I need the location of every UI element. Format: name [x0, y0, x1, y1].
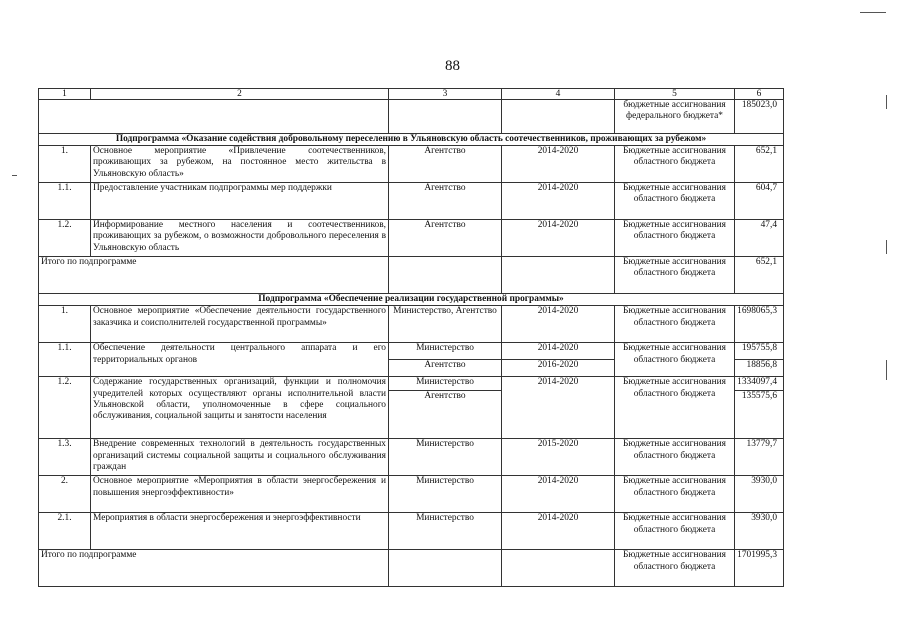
period: 2014-2020	[502, 513, 615, 550]
executor: Министерство	[389, 513, 502, 550]
amount: 1698065,3	[735, 306, 784, 343]
table-row	[39, 476, 784, 513]
row-number: 2.1.	[39, 513, 91, 550]
subprogram-title: Подпрограмма «Обеспечение реализации государственной программы»	[39, 294, 784, 306]
total-label: Итого по подпрограмме	[39, 257, 389, 294]
amount: 652,1	[735, 257, 784, 294]
table-row	[39, 146, 784, 183]
period: 2014-2020	[502, 183, 615, 220]
amount: 1334097,4	[735, 377, 784, 391]
section-header	[39, 134, 784, 146]
amount: 135575,6	[735, 391, 784, 439]
executor: Министерство	[389, 439, 502, 476]
column-number: 2	[91, 89, 389, 100]
column-number: 6	[735, 89, 784, 100]
scan-mark	[886, 95, 887, 109]
period: 2014-2020	[502, 146, 615, 183]
amount: 1701995,3	[735, 550, 784, 587]
executor: Министерство, Агентство	[389, 306, 502, 343]
total-row	[39, 550, 784, 587]
row-number: 1.3.	[39, 439, 91, 476]
executor: Министерство	[389, 377, 502, 391]
activity-description: Информирование местного населения и соотечественников, проживающих за рубежом, о возможности добровольного переселения в Ульяновскую область	[91, 220, 389, 257]
funding-source: Бюджетные ассигнования областного бюджета	[615, 220, 735, 257]
row-number: 1.2.	[39, 220, 91, 257]
column-number: 4	[502, 89, 615, 100]
funding-source: бюджетные ассигнования федерального бюджета*	[615, 100, 735, 134]
scan-mark	[860, 12, 886, 13]
row-number: 1.	[39, 306, 91, 343]
period: 2014-2020	[502, 476, 615, 513]
amount: 604,7	[735, 183, 784, 220]
funding-source: Бюджетные ассигнования областного бюджета	[615, 343, 735, 377]
funding-source: Бюджетные ассигнования областного бюджета	[615, 476, 735, 513]
subprogram-title: Подпрограмма «Оказание содействия добровольному переселению в Ульяновскую область соотечественников, проживающих за рубежом»	[39, 134, 784, 146]
amount: 195755,8	[735, 343, 784, 360]
activity-description: Внедрение современных технологий в деятельность государственных организаций системы социальной защиты и социального обслуживания граждан	[91, 439, 389, 476]
activity-description: Основное мероприятие «Привлечение соотечественников, проживающих за рубежом, на постоянное место жительства в Ульяновскую область»	[91, 146, 389, 183]
table-row	[39, 100, 784, 134]
funding-source: Бюджетные ассигнования областного бюджета	[615, 146, 735, 183]
activity-description: Основное мероприятие «Мероприятия в области энергосбережения и повышения энергоэффективности»	[91, 476, 389, 513]
scan-mark	[886, 360, 887, 380]
program-table	[38, 88, 784, 587]
table-row	[39, 343, 784, 360]
row-number: 1.	[39, 146, 91, 183]
amount: 13779,7	[735, 439, 784, 476]
column-number: 1	[39, 89, 91, 100]
table-row	[39, 220, 784, 257]
amount: 47,4	[735, 220, 784, 257]
period: 2015-2020	[502, 439, 615, 476]
row-number: 1.2.	[39, 377, 91, 439]
funding-source: Бюджетные ассигнования областного бюджета	[615, 183, 735, 220]
executor: Агентство	[389, 360, 502, 377]
executor: Агентство	[389, 146, 502, 183]
activity-description: Содержание государственных организаций, функции и полномочия учредителей которых осуществляют органы исполнительной власти Ульяновской области, уполномоченные в сфере социального обслуживания, социальной защиты и занятости населения	[91, 377, 389, 439]
column-number-row	[39, 89, 784, 100]
funding-source: Бюджетные ассигнования областного бюджета	[615, 257, 735, 294]
funding-source: Бюджетные ассигнования областного бюджета	[615, 377, 735, 439]
page-number: 88	[445, 58, 460, 74]
table-row	[39, 513, 784, 550]
section-header	[39, 294, 784, 306]
funding-source: Бюджетные ассигнования областного бюджета	[615, 550, 735, 587]
scan-mark	[12, 175, 17, 176]
column-number: 3	[389, 89, 502, 100]
table-row	[39, 439, 784, 476]
executor: Министерство	[389, 343, 502, 360]
total-row	[39, 257, 784, 294]
executor: Агентство	[389, 220, 502, 257]
executor: Агентство	[389, 391, 502, 439]
row-number: 2.	[39, 476, 91, 513]
row-number: 1.1.	[39, 343, 91, 377]
period: 2014-2020	[502, 220, 615, 257]
activity-description: Обеспечение деятельности центрального аппарата и его территориальных органов	[91, 343, 389, 377]
executor: Агентство	[389, 183, 502, 220]
amount: 3930,0	[735, 476, 784, 513]
amount: 3930,0	[735, 513, 784, 550]
row-number: 1.1.	[39, 183, 91, 220]
funding-source: Бюджетные ассигнования областного бюджета	[615, 513, 735, 550]
period: 2016-2020	[502, 360, 615, 377]
executor: Министерство	[389, 476, 502, 513]
total-label: Итого по подпрограмме	[39, 550, 389, 587]
amount: 185023,0	[735, 100, 784, 134]
activity-description: Основное мероприятие «Обеспечение деятельности государственного заказчика и соисполнителей государственной программы»	[91, 306, 389, 343]
funding-source: Бюджетные ассигнования областного бюджета	[615, 439, 735, 476]
period: 2014-2020	[502, 377, 615, 439]
amount: 18856,8	[735, 360, 784, 377]
table-row	[39, 306, 784, 343]
activity-description: Предоставление участникам подпрограммы мер поддержки	[91, 183, 389, 220]
table-row	[39, 183, 784, 220]
activity-description: Мероприятия в области энергосбережения и энергоэффективности	[91, 513, 389, 550]
period: 2014-2020	[502, 343, 615, 360]
period: 2014-2020	[502, 306, 615, 343]
table-row	[39, 377, 784, 391]
amount: 652,1	[735, 146, 784, 183]
scan-mark	[886, 240, 887, 254]
column-number: 5	[615, 89, 735, 100]
funding-source: Бюджетные ассигнования областного бюджета	[615, 306, 735, 343]
